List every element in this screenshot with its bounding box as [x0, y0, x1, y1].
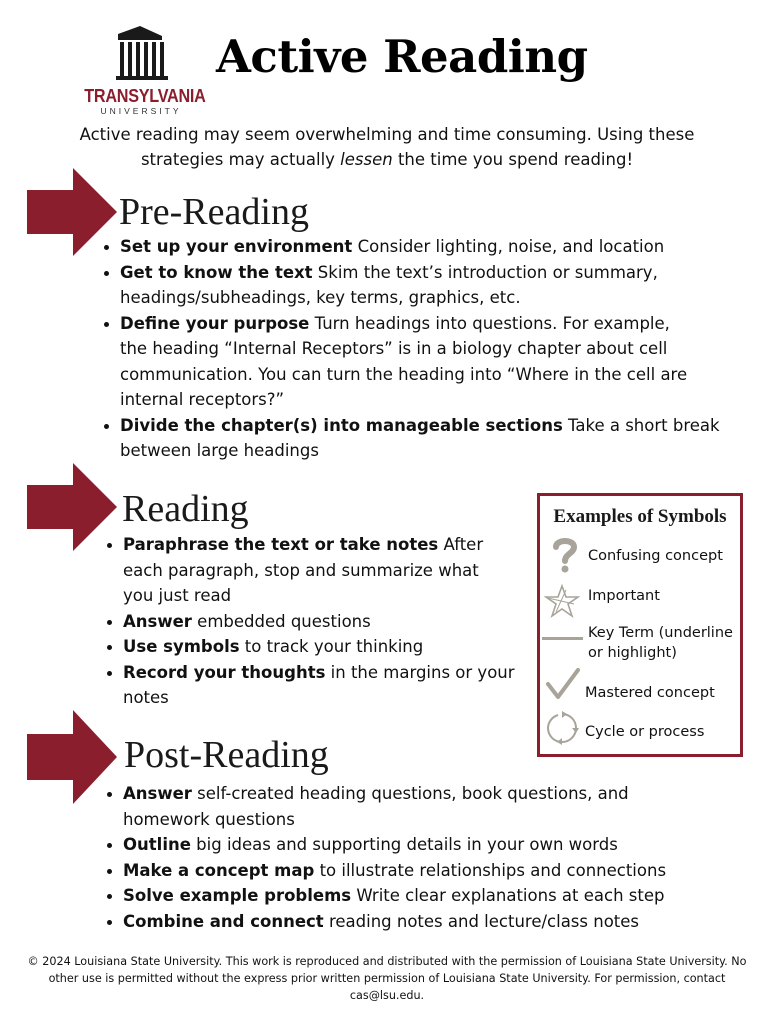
symbol-label-confusing: Confusing concept — [588, 548, 723, 564]
list-item — [123, 609, 543, 635]
list-item — [123, 634, 543, 660]
list-item-text: reading notes and lecture/class notes — [323, 911, 640, 931]
symbol-label-important: Important — [588, 588, 660, 604]
list-item — [123, 832, 743, 858]
list-item-bold: Answer — [123, 784, 192, 803]
list-item-text: in the margins or your notes — [123, 662, 515, 707]
list-item-text: Consider lighting, noise, and location — [352, 237, 665, 256]
list-item-text: self-created heading questions, book questions, and homework questions — [123, 784, 629, 829]
list-item — [123, 781, 683, 832]
list-item-bold: Record your thoughts — [123, 662, 326, 682]
list-item-bold: Solve example problems — [123, 886, 352, 905]
pre-reading-heading: Pre-Reading — [119, 191, 309, 233]
list-item-text: to illustrate relationships and connections — [314, 860, 667, 880]
university-logo — [78, 24, 204, 119]
list-item — [123, 909, 743, 935]
list-item-bold: Divide the chapter(s) into manageable sections — [120, 415, 563, 435]
logo-university-subtitle: UNIVERSITY — [100, 106, 182, 116]
reading-heading: Reading — [122, 488, 249, 530]
copyright-footer: © 2024 Louisiana State University. This work is reproduced and distributed with the permission of Louisiana State University. No other use is permitted without the express prior written permission of Louisiana State University. For permission, contact cas@lsu.edu. — [27, 955, 747, 1002]
list-item-text: Take a short break between large headings — [120, 415, 720, 460]
checkmark-icon — [546, 668, 580, 700]
list-item-text: Write clear explanations at each step — [351, 886, 665, 905]
list-item — [120, 311, 695, 413]
building-columns-icon — [112, 24, 170, 82]
intro-text-after: the time you spend reading! — [392, 150, 634, 169]
cycle-icon — [544, 710, 580, 746]
question-mark-icon — [550, 536, 580, 574]
intro-text-before: Active reading may seem overwhelming and time consuming. Using these strategies may actually — [79, 125, 695, 169]
symbols-box-title: Examples of Symbols — [553, 506, 727, 527]
list-item — [120, 260, 735, 311]
list-item-text: Skim the text’s introduction or summary, headings/subheadings, key terms, graphics, etc. — [120, 262, 658, 307]
list-item — [120, 234, 735, 260]
symbol-label-key-term: Key Term (underline or highlight) — [588, 625, 733, 661]
list-item — [123, 858, 743, 884]
list-item-text: embedded questions — [191, 611, 371, 631]
list-item-bold: Answer — [123, 611, 192, 631]
symbol-label-mastered: Mastered concept — [585, 685, 715, 701]
list-item-bold: Paraphrase the text or take notes — [123, 535, 439, 554]
list-item — [123, 660, 543, 711]
pre-reading-list — [100, 234, 735, 464]
page-title: Active Reading — [216, 30, 588, 83]
underline-icon — [542, 636, 584, 642]
star-icon — [544, 584, 580, 618]
reading-list — [103, 532, 543, 711]
list-item-text: After each paragraph, stop and summarize what you just read — [123, 535, 484, 605]
symbol-label-cycle: Cycle or process — [585, 724, 705, 740]
list-item-bold: Set up your environment — [120, 237, 353, 256]
list-item-bold: Define your purpose — [120, 313, 310, 333]
symbols-box — [537, 493, 743, 757]
intro-text-emphasis: lessen — [340, 150, 393, 169]
post-reading-list — [103, 781, 743, 934]
list-item-text: to track your thinking — [239, 637, 424, 656]
list-item-bold: Outline — [123, 835, 191, 854]
list-item — [120, 413, 735, 464]
list-item-bold: Use symbols — [123, 637, 240, 656]
list-item — [123, 532, 503, 609]
list-item-bold: Get to know the text — [120, 262, 313, 282]
logo-university-name: TRANSYLVANIA — [84, 86, 206, 106]
list-item — [123, 883, 743, 909]
list-item-bold: Combine and connect — [123, 911, 324, 931]
list-item-text: Turn headings into questions. For example, the heading “Internal Receptors” is in a biology chapter about cell communication. You can turn the heading into “Where in the cell are internal receptors?” — [120, 313, 688, 409]
list-item-text: big ideas and supporting details in your own words — [190, 835, 618, 854]
intro-text — [40, 122, 734, 172]
list-item-bold: Make a concept map — [123, 860, 315, 880]
post-reading-heading: Post-Reading — [124, 734, 329, 776]
